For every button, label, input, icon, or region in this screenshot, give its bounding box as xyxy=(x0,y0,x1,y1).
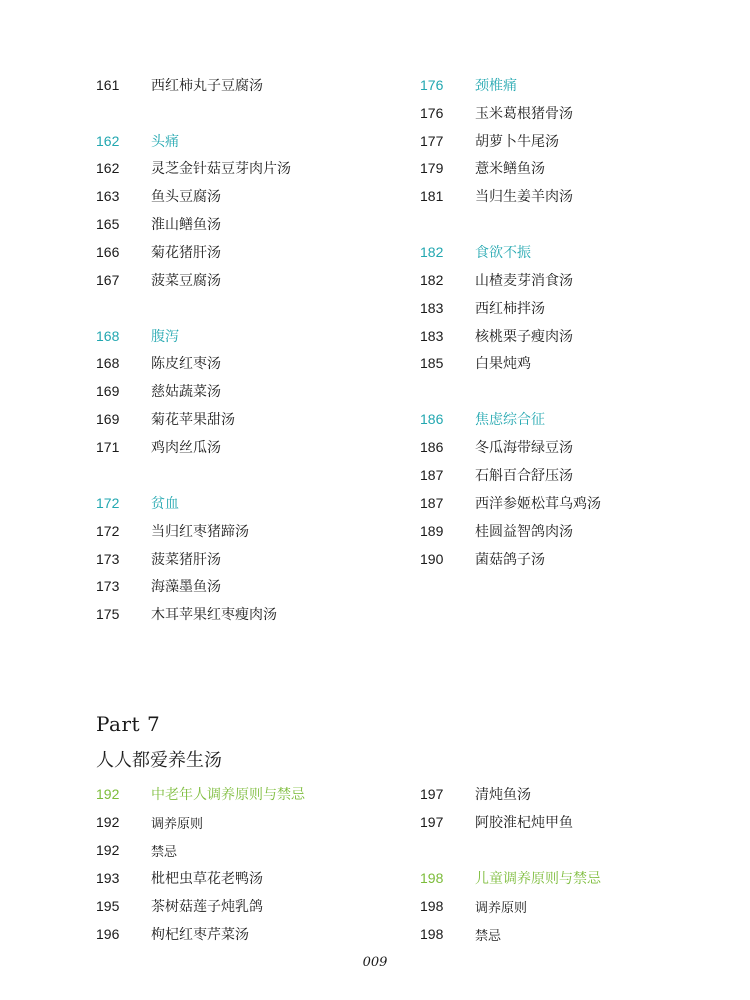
toc-entry[interactable] xyxy=(420,103,573,123)
toc-section-heading[interactable] xyxy=(96,493,179,513)
part-title: 人人都爱养生汤 xyxy=(96,750,222,771)
toc-entry[interactable] xyxy=(420,812,573,832)
toc-entry[interactable] xyxy=(96,576,221,596)
entry-title: 茶树菇莲子炖乳鸽 xyxy=(151,899,263,915)
entry-title: 灵芝金针菇豆芽肉片汤 xyxy=(151,161,291,177)
page-number: 166 xyxy=(96,244,120,260)
toc-entry[interactable] xyxy=(420,437,573,457)
page-number: 169 xyxy=(96,383,120,399)
page-number: 173 xyxy=(96,551,120,567)
section-title: 颈椎痛 xyxy=(475,78,517,94)
toc-entry[interactable] xyxy=(96,186,221,206)
entry-title: 胡萝卜牛尾汤 xyxy=(475,134,559,150)
section-title: 头痛 xyxy=(151,134,179,150)
page-number: 192 xyxy=(96,814,120,830)
toc-entry[interactable] xyxy=(96,75,263,95)
page-number: 172 xyxy=(96,523,120,539)
entry-title: 枸杞红枣芹菜汤 xyxy=(151,927,249,943)
toc-entry[interactable] xyxy=(96,521,249,541)
page-number: 198 xyxy=(420,870,444,886)
toc-entry[interactable] xyxy=(96,214,221,234)
page-number: 169 xyxy=(96,411,120,427)
page-number: 190 xyxy=(420,551,444,567)
entry-title: 木耳苹果红枣瘦肉汤 xyxy=(151,607,277,623)
page-number: 168 xyxy=(96,328,120,344)
page-number: 171 xyxy=(96,439,120,455)
toc-entry[interactable] xyxy=(96,896,263,916)
page-number: 186 xyxy=(420,411,444,427)
page-number: 176 xyxy=(420,77,444,93)
section-title: 食欲不振 xyxy=(475,245,531,261)
entry-title: 清炖鱼汤 xyxy=(475,787,531,803)
page-number: 187 xyxy=(420,495,444,511)
toc-entry[interactable] xyxy=(96,924,249,944)
toc-section-heading[interactable] xyxy=(96,326,179,346)
page-number: 162 xyxy=(96,133,120,149)
entry-title: 鱼头豆腐汤 xyxy=(151,189,221,205)
entry-title: 石斛百合舒压汤 xyxy=(475,468,573,484)
entry-title: 海藻墨鱼汤 xyxy=(151,579,221,595)
page-number: 193 xyxy=(96,870,120,886)
toc-entry[interactable] xyxy=(96,242,221,262)
entry-title: 西红柿拌汤 xyxy=(475,301,545,317)
entry-title: 山楂麦芽消食汤 xyxy=(475,273,573,289)
toc-entry[interactable] xyxy=(420,493,601,513)
entry-title: 核桃栗子瘦肉汤 xyxy=(475,329,573,345)
entry-title: 禁忌 xyxy=(151,844,178,860)
toc-entry[interactable] xyxy=(420,326,573,346)
page-number: 177 xyxy=(420,133,444,149)
page-folio: 009 xyxy=(362,955,388,970)
page-number: 173 xyxy=(96,578,120,594)
toc-entry[interactable] xyxy=(420,784,531,804)
entry-title: 当归生姜羊肉汤 xyxy=(475,189,573,205)
toc-entry[interactable] xyxy=(420,521,573,541)
page-number: 185 xyxy=(420,355,444,371)
toc-entry[interactable] xyxy=(420,298,545,318)
section-title: 焦虑综合征 xyxy=(475,412,545,428)
page-number: 183 xyxy=(420,328,444,344)
toc-section-heading[interactable] xyxy=(420,409,545,429)
section-title: 腹泻 xyxy=(151,329,179,345)
section-title: 儿童调养原则与禁忌 xyxy=(475,871,601,887)
toc-section-heading[interactable] xyxy=(420,868,601,888)
entry-title: 西红柿丸子豆腐汤 xyxy=(151,78,263,94)
page-number: 187 xyxy=(420,467,444,483)
page-number: 161 xyxy=(96,77,120,93)
page-number: 182 xyxy=(420,272,444,288)
page-number: 197 xyxy=(420,814,444,830)
entry-title: 调养原则 xyxy=(151,816,204,832)
toc-entry[interactable] xyxy=(96,604,277,624)
entry-title: 菊花苹果甜汤 xyxy=(151,412,235,428)
toc-entry[interactable] xyxy=(420,896,527,916)
toc-entry[interactable] xyxy=(96,868,263,888)
page-number: 192 xyxy=(96,842,120,858)
entry-title: 枇杷虫草花老鸭汤 xyxy=(151,871,263,887)
page-number: 163 xyxy=(96,188,120,204)
page-number: 176 xyxy=(420,105,444,121)
toc-entry[interactable] xyxy=(420,158,545,178)
entry-title: 陈皮红枣汤 xyxy=(151,356,221,372)
page-number: 175 xyxy=(96,606,120,622)
section-title: 贫血 xyxy=(151,496,179,512)
entry-title: 菠菜猪肝汤 xyxy=(151,552,221,568)
entry-title: 菠菜豆腐汤 xyxy=(151,273,221,289)
page-number: 182 xyxy=(420,244,444,260)
entry-title: 菊花猪肝汤 xyxy=(151,245,221,261)
page-number: 198 xyxy=(420,898,444,914)
page-number: 195 xyxy=(96,898,120,914)
toc-entry[interactable] xyxy=(96,381,221,401)
toc-entry[interactable] xyxy=(96,812,203,832)
entry-title: 淮山鳝鱼汤 xyxy=(151,217,221,233)
page-number: 179 xyxy=(420,160,444,176)
toc-entry[interactable] xyxy=(96,270,221,290)
toc-entry[interactable] xyxy=(420,465,573,485)
toc-entry[interactable] xyxy=(96,409,235,429)
page-number: 168 xyxy=(96,355,120,371)
page-number: 172 xyxy=(96,495,120,511)
page-number: 186 xyxy=(420,439,444,455)
entry-title: 当归红枣猪蹄汤 xyxy=(151,524,249,540)
toc-section-heading[interactable] xyxy=(420,242,531,262)
toc-entry[interactable] xyxy=(420,131,559,151)
page-number: 165 xyxy=(96,216,120,232)
toc-entry[interactable] xyxy=(420,353,531,373)
entry-title: 调养原则 xyxy=(475,900,528,916)
page-number: 197 xyxy=(420,786,444,802)
page-number: 198 xyxy=(420,926,444,942)
entry-title: 薏米鳝鱼汤 xyxy=(475,161,545,177)
entry-title: 鸡肉丝瓜汤 xyxy=(151,440,221,456)
toc-entry[interactable] xyxy=(420,924,501,944)
entry-title: 西洋参姬松茸乌鸡汤 xyxy=(475,496,601,512)
toc-entry[interactable] xyxy=(96,158,291,178)
toc-entry[interactable] xyxy=(420,270,573,290)
toc-entry[interactable] xyxy=(420,186,573,206)
toc-section-heading[interactable] xyxy=(96,131,179,151)
entry-title: 白果炖鸡 xyxy=(475,356,531,372)
section-title: 中老年人调养原则与禁忌 xyxy=(151,787,305,803)
page-number: 189 xyxy=(420,523,444,539)
page-number: 192 xyxy=(96,786,120,802)
toc-entry[interactable] xyxy=(96,840,177,860)
page-number: 181 xyxy=(420,188,444,204)
toc-section-heading[interactable] xyxy=(96,784,305,804)
toc-entry[interactable] xyxy=(96,353,221,373)
toc-section-heading[interactable] xyxy=(420,75,517,95)
part-label: Part 7 xyxy=(96,712,161,736)
page-number: 167 xyxy=(96,272,120,288)
entry-title: 阿胶淮杞炖甲鱼 xyxy=(475,815,573,831)
page-number: 162 xyxy=(96,160,120,176)
page-number: 183 xyxy=(420,300,444,316)
toc-entry[interactable] xyxy=(420,549,545,569)
toc-entry[interactable] xyxy=(96,549,221,569)
toc-entry[interactable] xyxy=(96,437,221,457)
entry-title: 慈姑蔬菜汤 xyxy=(151,384,221,400)
entry-title: 菌菇鸽子汤 xyxy=(475,552,545,568)
entry-title: 玉米葛根猪骨汤 xyxy=(475,106,573,122)
entry-title: 禁忌 xyxy=(475,928,502,944)
page-number: 196 xyxy=(96,926,120,942)
entry-title: 桂圆益智鸽肉汤 xyxy=(475,524,573,540)
entry-title: 冬瓜海带绿豆汤 xyxy=(475,440,573,456)
